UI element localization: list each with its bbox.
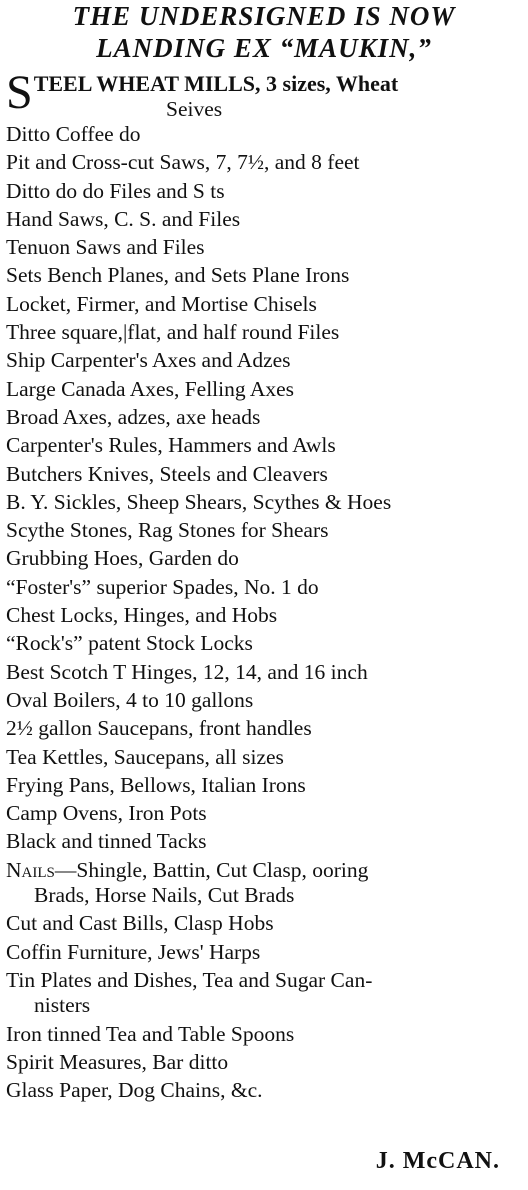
item-list [0,66,528,1104]
list-item: Butchers Knives, Steels and Cleavers [6,461,328,486]
list-item: Ditto do do Files and S ts [6,178,225,203]
list-item: 2½ gallon Saucepans, front handles [6,716,312,741]
list-item: Pit and Cross-cut Saws, 7, 7½, and 8 feet [6,150,360,175]
list-item: Chest Locks, Hinges, and Hobs [6,603,278,628]
list-item: Ship Carpenter's Axes and Adzes [6,348,291,373]
nails-rest: —Shingle, Battin, Cut Clasp, ooring [54,857,369,882]
headline-line-2: LANDING EX “MAUKIN,” [96,33,432,63]
first-item [6,66,522,121]
first-item-text: TEEL WHEAT MILLS, 3 sizes, Wheat [33,71,399,96]
list-item: Tin Plates and Dishes, Tea and Sugar Can- [6,967,373,992]
list-item: Spirit Measures, Bar ditto [6,1049,229,1074]
list-item: “Rock's” patent Stock Locks [6,631,253,656]
list-item: Coffin Furniture, Jews' Harps [6,939,261,964]
list-item: Glass Paper, Dog Chains, &c. [6,1078,263,1103]
list-item: Camp Ovens, Iron Pots [6,801,207,826]
list-item-continuation: nisters [34,993,91,1018]
first-item-continuation: Seives [166,97,223,121]
list-item-nails [6,856,522,884]
list-item: Large Canada Axes, Felling Axes [6,376,295,401]
list-item: Frying Pans, Bellows, Italian Irons [6,772,306,797]
headline-line-1: THE UNDERSIGNED IS NOW [72,1,456,31]
list-item: Scythe Stones, Rag Stones for Shears [6,518,329,543]
list-item: Oval Boilers, 4 to 10 gallons [6,687,254,712]
list-item: Iron tinned Tea and Table Spoons [6,1021,295,1046]
list-item: B. Y. Sickles, Sheep Shears, Scythes & Hoes [6,489,392,514]
list-item: Three square,|flat, and half round Files [6,320,340,345]
list-item: Sets Bench Planes, and Sets Plane Irons [6,263,350,288]
list-item: “Foster's” superior Spades, No. 1 do [6,574,319,599]
list-item: Ditto Coffee do [6,122,141,146]
list-item: Grubbing Hoes, Garden do [6,546,239,571]
nails-lead: Nails [6,857,55,882]
drop-cap: S [6,66,33,119]
list-item: Carpenter's Rules, Hammers and Awls [6,433,336,458]
list-item: Cut and Cast Bills, Clasp Hobs [6,911,274,936]
list-item: Locket, Firmer, and Mortise Chisels [6,291,317,316]
list-item: Broad Axes, adzes, axe heads [6,404,261,429]
list-item: Tenuon Saws and Files [6,235,205,260]
nails-continuation: Brads, Horse Nails, Cut Brads [34,883,295,908]
list-item: Tea Kettles, Saucepans, all sizes [6,744,284,769]
list-item: Black and tinned Tacks [6,829,207,854]
list-item: Best Scotch T Hinges, 12, 14, and 16 inch [6,659,368,684]
signature: J. McCAN. [375,1148,500,1174]
items-group-a [6,120,522,856]
list-item: Hand Saws, C. S. and Files [6,206,241,231]
items-group-b [6,909,522,1104]
